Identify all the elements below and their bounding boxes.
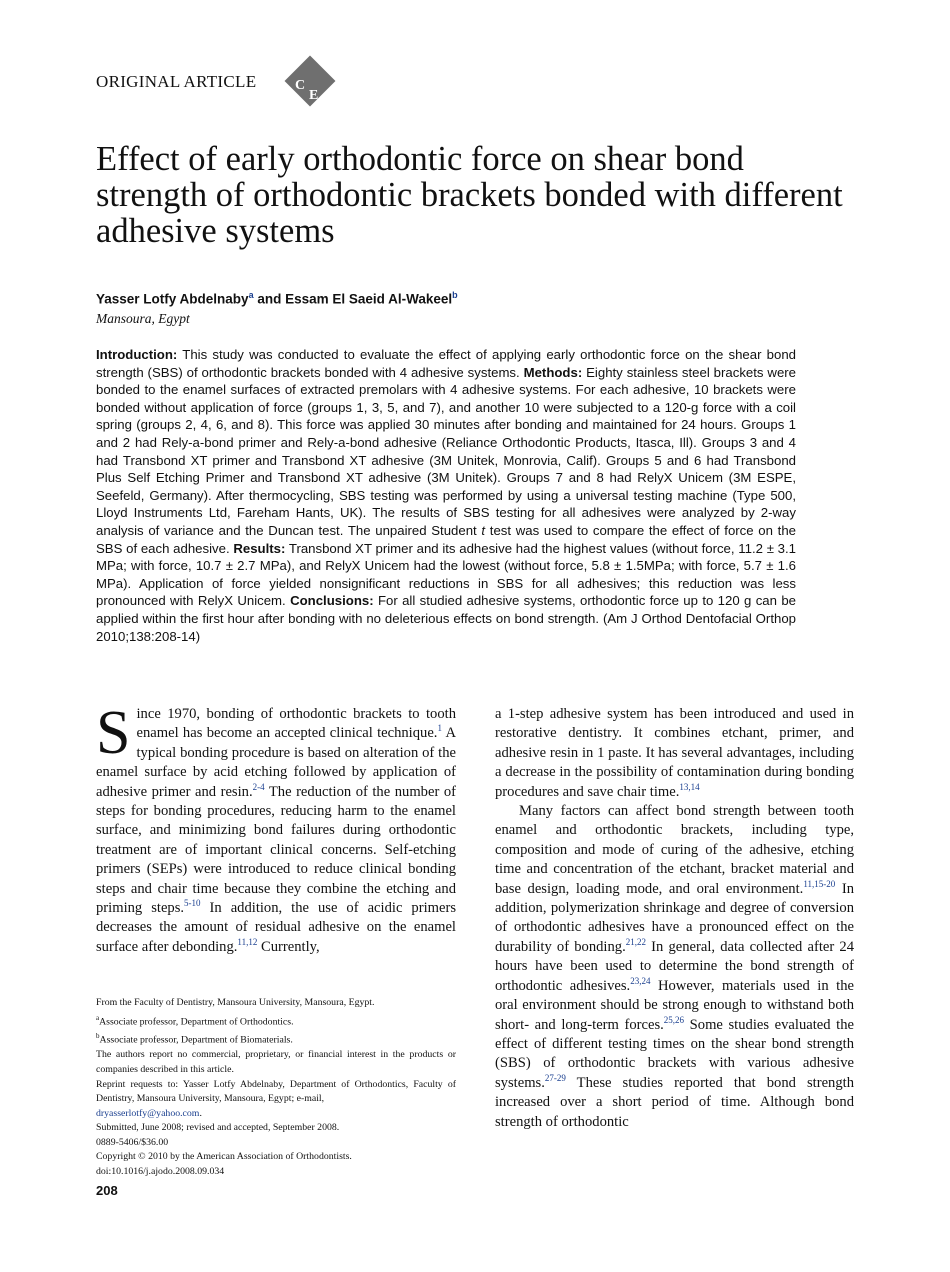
abstract-t-symbol: t (481, 522, 486, 538)
body-text: These studies reported that bond strength increased over a short period of time. Although bond strength of orthodontic (495, 1074, 854, 1130)
drop-cap: S (96, 699, 131, 767)
footnote-reprint (96, 1078, 456, 1122)
body-column-left (96, 699, 456, 957)
abstract-results-heading: Results: (233, 540, 286, 556)
page-number: 208 (96, 1183, 118, 1198)
body-text: In addition, polymerization shrinkage and degree of conversion of orthodontic adhesives have a pronounced effect on the durability of bonding. (495, 880, 854, 955)
ce-badge-c: C (295, 78, 306, 93)
abstract-results: Transbond XT primer and its adhesive had the highest values (without force, 11.2 ± 3.1 MPa; with force, 10.7 ± 2.7 MPa), and RelyX Unicem had the lowest (without force, 5.8 ± 1.5MPa; with force, 5.7 ± 1.6 MPa). Application of force yielded nonsignificant reductions in SBS for all adhesives; this reduction was less pronounced with RelyX Unicem. (96, 540, 796, 609)
footnote-copyright: Copyright © 2010 by the American Association of Orthodontists. (96, 1151, 352, 1163)
footnote-submitted: Submitted, June 2008; revised and accepted, September 2008. (96, 1122, 340, 1134)
email-link[interactable]: dryasserlotfy@yahoo.com (96, 1107, 200, 1119)
footnote-mark: a (96, 1013, 100, 1022)
body-text: a 1-step adhesive system has been introduced and used in restorative dentistry. It combines etchant, primer, and adhesive resin in 1 paste. It has several advantages, including a decrease in the possibility of contamination during bonding procedures and save chair time. (495, 706, 854, 800)
abstract-intro: This study was conducted to evaluate the effect of applying early orthodontic force on the shear bond strength (SBS) of orthodontic brackets bonded with 4 adhesive systems. (96, 347, 796, 380)
citation-link[interactable]: 23,24 (630, 975, 651, 986)
abstract-methods-end: test was used to compare the effect of force on the SBS of each adhesive. (96, 522, 796, 556)
body-text: ince 1970, bonding of orthodontic brackets to tooth enamel has become an accepted clinical technique. (136, 706, 456, 742)
citation-link[interactable]: 13,14 (679, 781, 700, 792)
body-text: Some studies evaluated the effect of different testing times on the shear bond strength (SBS) of orthodontic brackets with various adhesive systems. (495, 1016, 854, 1091)
citation-link[interactable]: 25,26 (663, 1014, 685, 1025)
citation-link[interactable]: 5-10 (184, 898, 201, 909)
abstract-methods-heading: Methods: (523, 364, 583, 380)
intro-paragraph (96, 699, 456, 957)
paragraph-continued (495, 705, 854, 802)
author-line (96, 290, 458, 307)
footnote-author-b (96, 1029, 456, 1048)
abstract (96, 346, 796, 645)
citation-link[interactable]: 1 (437, 723, 442, 734)
abstract-methods: Eighty stainless steel brackets were bonded to the enamel surfaces of extracted premolars with 4 adhesive systems. For each adhesive, 10 brackets were bonded without application of force (groups 1, 3, 5, and 7), and another 10 were subjected to a 120-g force with a coil spring (groups 2, 4, 6, and 8). This force was applied 30 minutes after bonding and maintained for 24 hours. Groups 1 and 2 had Rely-a-bond primer and Rely-a-bond adhesive (Reliance Orthodontic Products, Itasca, Ill). Groups 3 and 4 had Transbond XT primer and Transbond XT adhesive (3M Unitek, Monrovia, Calif). Groups 5 and 6 had Transbond Plus Self Etching Primer and Transbond XT adhesive (3M Unitek). Groups 7 and 8 had RelyX Unicem (3M ESPE, Seefeld, Germany). After thermocycling, SBS testing was performed by using a universal testing machine (Type 500, Lloyd Instruments Ltd, Fareham Hants, UK). The results of SBS testing for all adhesives were analyzed by 2-way analysis of variance and the Duncan test. The unpaired Student (96, 364, 797, 538)
footnote-text: . (199, 1107, 202, 1119)
article-title: Effect of early orthodontic force on shear bond strength of orthodontic brackets bonded with different adhesive systems (96, 140, 843, 250)
author-location: Mansoura, Egypt (96, 311, 190, 326)
footnote-faculty: From the Faculty of Dentistry, Mansoura University, Mansoura, Egypt. (96, 997, 375, 1008)
section-label: ORIGINAL ARTICLE (96, 72, 257, 91)
author-1[interactable]: Yasser Lotfy Abdelnaby (96, 291, 249, 307)
footnote-mark: b (96, 1032, 100, 1041)
paragraph (495, 802, 854, 1132)
abstract-conclusions-heading: Conclusions: (290, 593, 374, 609)
citation-link[interactable]: 27-29 (544, 1072, 566, 1083)
author-conjunction: and (253, 291, 286, 307)
citation-link[interactable]: 11,15-20 (803, 878, 836, 889)
footnote-disclosure: The authors report no commercial, proprietary, or financial interest in the products or companies described in this article. (96, 1049, 456, 1075)
body-text: Many factors can affect bond strength between tooth enamel and orthodontic brackets, including type, composition and mode of curing of the adhesive, etching time and concentration of the etchant, bracket material and base design, loading mode, and oral environment. (495, 803, 854, 897)
body-text: In addition, the use of acidic primers decreases the amount of residual adhesive on the enamel surface after debonding. (96, 900, 456, 955)
author-2-affil-mark[interactable]: b (452, 290, 458, 300)
abstract-intro-heading: Introduction: (96, 347, 178, 362)
footnote-issn: 0889-5406/$36.00 (96, 1136, 169, 1148)
body-text: Currently, (257, 938, 320, 955)
citation-link[interactable]: 21,22 (625, 937, 646, 948)
body-column-right (495, 705, 854, 1132)
footnote-text: Associate professor, Department of Biomaterials. (99, 1034, 293, 1046)
footnote-text: Associate professor, Department of Orthodontics. (99, 1015, 294, 1027)
doi-link[interactable]: doi:10.1016/j.ajodo.2008.09.034 (96, 1166, 225, 1178)
author-2[interactable]: Essam El Saeid Al-Wakeel (285, 291, 453, 307)
footnotes (96, 996, 456, 1180)
citation-link[interactable]: 11,12 (237, 937, 258, 948)
footnote-text: Reprint requests to: Yasser Lotfy Abdelnaby, Department of Orthodontics, Faculty of Dentistry, Mansoura University, Mansoura, Egypt; e-mail, (96, 1078, 456, 1105)
body-text: The reduction of the number of steps for bonding procedures, reducing harm to the enamel surface, and minimizing bond failures during orthodontic treatment are of important clinical concerns. Self-etching primers (SEPs) were introduced to reduce clinical bonding steps and chair time because they combine the etching and priming steps. (96, 783, 456, 917)
body-text: However, materials used in the oral environment should be strong enough to withstand both short- and long-term forces. (495, 977, 854, 1033)
author-1-affil-mark[interactable]: a (248, 290, 254, 300)
body-text: A typical bonding procedure is based on alteration of the enamel surface by acid etching followed by application of adhesive primer and resin. (96, 725, 456, 800)
body-text: In general, data collected after 24 hours have been used to determine the bond strength of orthodontic adhesives. (495, 938, 854, 994)
citation-link[interactable]: 2-4 (252, 781, 265, 792)
ce-badge-e: E (309, 88, 319, 103)
footnote-author-a (96, 1011, 456, 1030)
abstract-conclusions: For all studied adhesive systems, orthodontic force up to 120 g can be applied within the first hour after bonding with no deleterious effects on bond strength. (Am J Orthod Dentofacial Orthop 2010;138:208-14) (96, 593, 797, 644)
